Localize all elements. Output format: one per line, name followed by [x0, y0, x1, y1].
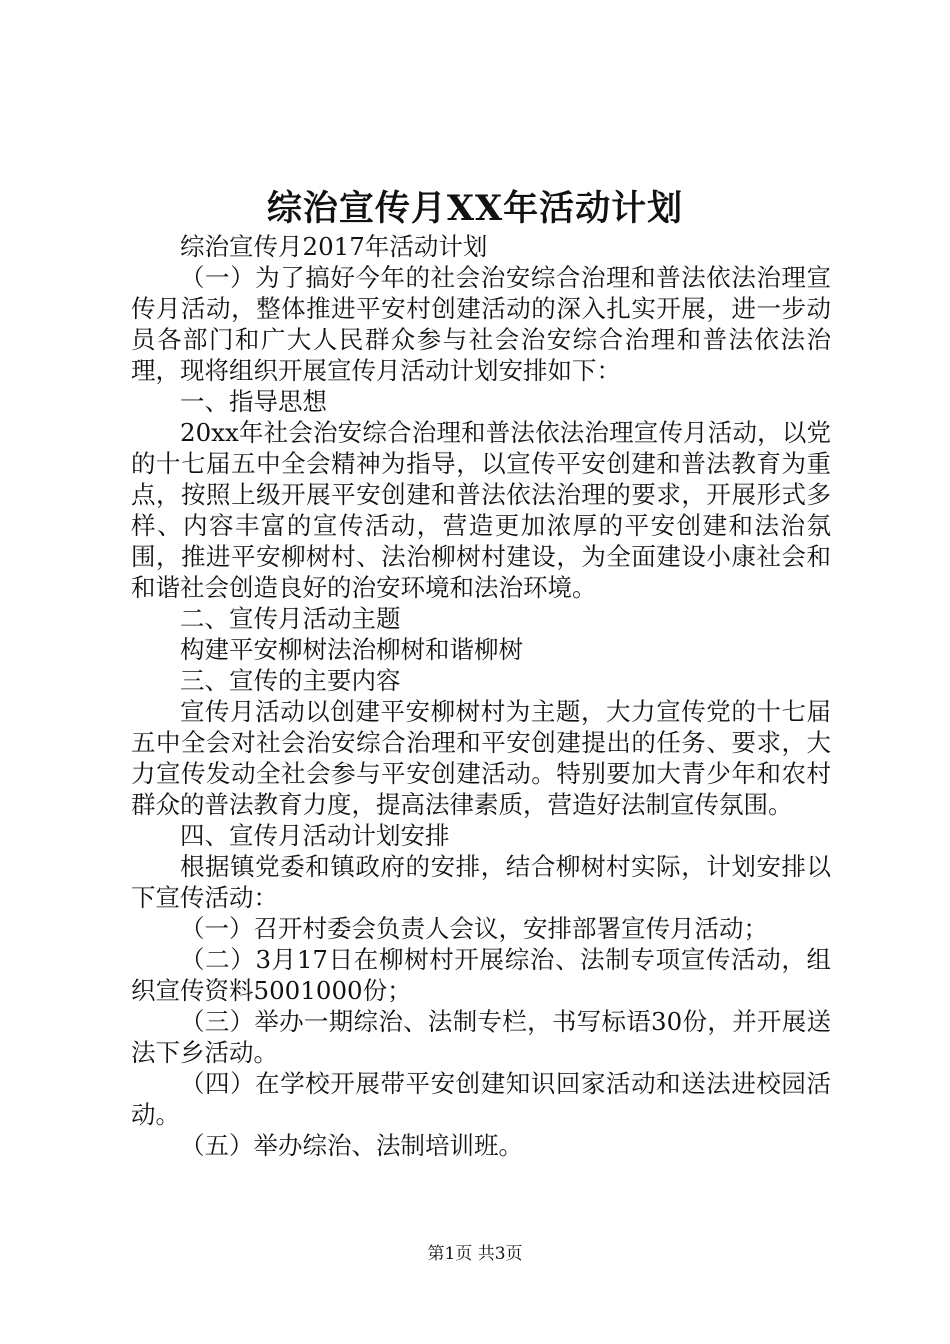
section-heading-content: 三、宣传的主要内容: [180, 666, 401, 695]
paragraph-theme: 构建平安柳树法治柳树和谐柳树: [180, 635, 523, 664]
list-item-3: （三）举办一期综治、法制专栏，书写标语30份，并开展送法下乡活动。: [131, 1007, 831, 1067]
document-title: 综治宣传月XX年活动计划: [266, 188, 684, 229]
paragraph-guiding-ideology: 20xx年社会治安综合治理和普法依法治理宣传月活动，以党的十七届五中全会精神为指导，以宣传平安创建和普法教育为重点，按照上级开展平安创建和普法依法治理的要求，开展形式多样、内容丰富的宣传活动，营造更加浓厚的平安创建和法治氛围，推进平安柳树村、法治柳树村建设，为全面建设小康社会和和谐社会创造良好的治安环境和法治环境。: [131, 418, 831, 602]
paragraph-schedule-intro: 根据镇党委和镇政府的安排，结合柳树村实际，计划安排以下宣传活动：: [131, 852, 831, 912]
list-item-4: （四）在学校开展带平安创建知识回家活动和送法进校园活动。: [131, 1069, 831, 1129]
list-item-1: （一）召开村委会负责人会议，安排部署宣传月活动；: [180, 914, 768, 943]
list-item-2: （二）3月17日在柳树村开展综治、法制专项宣传活动，组织宣传资料5001000份；: [131, 945, 831, 1005]
section-heading-theme: 二、宣传月活动主题: [180, 604, 401, 633]
document-body: [131, 231, 831, 1161]
section-heading-schedule: 四、宣传月活动计划安排: [180, 821, 450, 850]
paragraph-intro: （一）为了搞好今年的社会治安综合治理和普法依法治理宣传月活动，整体推进平安村创建活动的深入扎实开展，进一步动员各部门和广大人民群众参与社会治安综合治理和普法依法治理，现将组织开展宣传月活动计划安排如下：: [131, 263, 831, 385]
section-heading-guiding-ideology: 一、指导思想: [180, 387, 327, 416]
page-footer: 第1页 共3页: [427, 1244, 523, 1264]
list-item-5: （五）举办综治、法制培训班。: [180, 1131, 523, 1160]
paragraph-content: 宣传月活动以创建平安柳树村为主题，大力宣传党的十七届五中全会对社会治安综合治理和平安创建提出的任务、要求，大力宣传发动全社会参与平安创建活动。特别要加大青少年和农村群众的普法教育力度，提高法律素质，营造好法制宣传氛围。: [131, 697, 831, 819]
paragraph-subtitle: 综治宣传月2017年活动计划: [180, 232, 488, 261]
